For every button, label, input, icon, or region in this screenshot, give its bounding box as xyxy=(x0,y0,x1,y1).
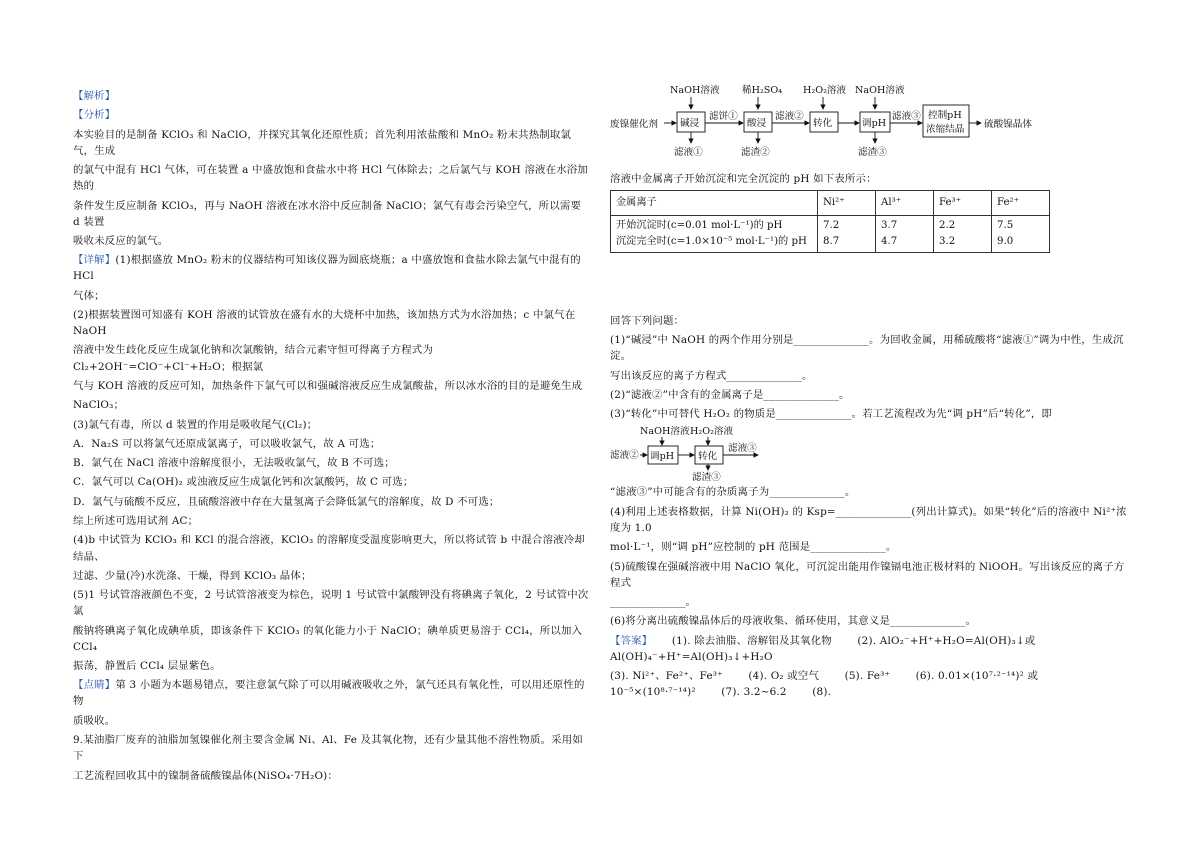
paragraph-line xyxy=(73,513,590,529)
paragraph-line xyxy=(73,342,590,374)
table-cell: 2.2 3.2 xyxy=(934,216,992,253)
table-header-cell: Fe³⁺ xyxy=(934,191,992,216)
paragraph-line xyxy=(73,658,590,674)
mid-product-label: 滤饼① xyxy=(709,111,738,122)
step-box: 转化 xyxy=(813,118,833,129)
answer-item: (7). 3.2~6.2 xyxy=(721,686,787,699)
question-4b: mol·L⁻¹，则“调 pH”应控制的 pH 范围是______________。 xyxy=(610,541,897,554)
paragraph-line xyxy=(73,732,590,764)
paragraph-line xyxy=(73,417,590,433)
answer-item: (1). 除去油脂、溶解铝及其氧化物 xyxy=(671,634,832,647)
table-row xyxy=(611,216,1050,253)
question-4a: (4)利用上述表格数据，计算 Ni(OH)₂ 的 Ksp=______________(列出计算式)。如果“转化”后的溶液中 Ni²⁺浓度为 1.0 xyxy=(610,505,1127,534)
paragraph-line xyxy=(73,568,590,584)
table-header-row xyxy=(611,191,1050,216)
mid-product-label: 滤液③ xyxy=(892,111,921,122)
paragraph-text: NaClO₃； xyxy=(73,399,125,412)
answer-item: (6). 0.01×(10⁷·²⁻¹⁴)² 或10⁻⁵×(10⁸·⁷⁻¹⁴)² xyxy=(610,670,1039,699)
paragraph-line xyxy=(73,252,590,284)
paragraph-text: (1)根据盛放 MnO₂ 粉末的仪器结构可知该仪器为圆底烧瓶；a 中盛放饱和食盐水除去氯气中混有的 HCl xyxy=(73,254,581,283)
paragraph-line xyxy=(73,378,590,394)
paragraph-line xyxy=(73,436,590,452)
table-row-label xyxy=(611,216,818,253)
paragraph-text: 质吸收。 xyxy=(73,714,116,727)
paragraph-text: 条件发生反应制备 KClO₃，再与 NaOH 溶液在冰水浴中反应制备 NaClO；氯气有毒会污染空气，所以需要 d 装置 xyxy=(73,199,582,228)
paragraph-text: C．氯气可以 Ca(OH)₂ 或浊液反应生成氯化钙和次氯酸钙，故 C 可选； xyxy=(73,476,414,489)
paragraph-line xyxy=(73,288,590,304)
answer-item: (8). xyxy=(812,686,832,699)
question-3b: “滤液③”中可能含有的杂质离子为______________。 xyxy=(610,486,856,499)
answer-item: (5). Fe³⁺ xyxy=(844,670,891,682)
question-1a: (1)“碱浸”中 NaOH 的两个作用分别是______________。为回收金属，用稀硫酸将“滤液①”调为中性，生成沉淀。 xyxy=(610,334,1124,363)
question-5b: ______________。 xyxy=(610,595,697,608)
right-column xyxy=(610,85,1130,703)
paragraph-text: 酸钠将碘离子氧化成碘单质，即该条件下 KClO₃ 的氧化能力小于 NaClO；碘单质更易溶于 CCl₄，所以加入 CCl₄ xyxy=(73,624,583,653)
table-header-cell: 金属离子 xyxy=(611,191,818,216)
reagent-label: NaOH溶液 xyxy=(640,426,690,438)
process-flowchart xyxy=(610,83,1130,171)
paragraph-line xyxy=(73,198,590,230)
paragraph-line xyxy=(73,307,590,339)
paragraph-line xyxy=(73,587,590,619)
answer-item: (3). Ni²⁺、Fe²⁺、Fe³⁺ xyxy=(610,670,723,682)
reagent-label: H₂O₂溶液 xyxy=(690,426,734,438)
table-intro: 溶液中金属离子开始沉淀和完全沉淀的 pH 如下表所示： xyxy=(610,173,877,185)
paragraph-line xyxy=(73,127,590,159)
row-label-complete: 沉淀完全时(c=1.0×10⁻⁵ mol·L⁻¹)的 pH xyxy=(616,235,807,247)
ph-table xyxy=(610,190,1050,252)
question-5a: (5)硫酸镍在强碱溶液中用 NaClO 氧化，可沉淀出能用作镍镉电池正极材料的 NiOOH。写出该反应的离子方程式 xyxy=(610,560,1125,589)
reagent-label: NaOH溶液 xyxy=(670,85,720,96)
paragraph-text: 吸收未反应的氯气。 xyxy=(73,234,169,247)
paragraph-line xyxy=(73,677,590,709)
reagent-label: NaOH溶液 xyxy=(855,85,905,96)
row-label-start: 开始沉淀时(c=0.01 mol·L⁻¹)的 pH xyxy=(616,220,783,232)
answer-item: (2). AlO₂⁻+H⁺+H₂O=Al(OH)₃↓或 Al(OH)₄⁻+H⁺=Al(OH)₃↓+H₂O xyxy=(610,634,1036,663)
table-cell: 7.5 9.0 xyxy=(992,216,1050,253)
table-cell: 7.2 8.7 xyxy=(818,216,876,253)
paragraph-line xyxy=(73,474,590,490)
section-tag: 【解析】 xyxy=(73,90,116,102)
waste-label: 滤渣③ xyxy=(692,472,721,482)
question-2: (2)“滤液②”中含有的金属离子是______________。 xyxy=(610,388,850,401)
waste-label: 滤渣③ xyxy=(858,147,887,158)
question-1b: 写出该反应的离子方程式______________。 xyxy=(610,369,813,382)
paragraph-text: 振荡，静置后 CCl₄ 层显紫色。 xyxy=(73,660,221,672)
paragraph-text: (4)b 中试管为 KClO₃ 和 KCl 的混合溶液，KClO₃ 的溶解度受温度影响更大，所以将试管 b 中混合溶液冷却结晶、 xyxy=(73,534,585,563)
paragraph-line xyxy=(73,623,590,655)
paragraph-line xyxy=(73,233,590,249)
paragraph-line xyxy=(73,713,590,729)
paragraph-text: 溶液中发生歧化反应生成氯化钠和次氯酸钠，结合元素守恒可得离子方程式为 Cl₂+2OH⁻=ClO⁻+Cl⁻+H₂O；根据氯 xyxy=(73,344,434,373)
paragraph-text: (5)1 号试管溶液颜色不变，2 号试管溶液变为棕色，说明 1 号试管中氯酸钾没有将碘离子氧化，2 号试管中次氯 xyxy=(73,589,589,618)
table-cell: 3.7 4.7 xyxy=(876,216,934,253)
flow-start-label: 废镍催化剂 xyxy=(610,119,658,130)
paragraph-text: 过滤、少量(冷)水洗涤、干燥，得到 KClO₃ 晶体； xyxy=(73,569,312,582)
answer-tag: 【答案】 xyxy=(610,634,653,647)
question-intro: 回答下列问题： xyxy=(610,314,685,327)
paragraph-line xyxy=(73,107,590,123)
paragraph-text: 气体； xyxy=(73,289,105,302)
step-box: 碱浸 xyxy=(680,118,700,129)
step-box: 酸浸 xyxy=(747,118,767,129)
step-box: 调pH xyxy=(862,118,887,129)
paragraph-line xyxy=(73,532,590,564)
paragraph-text: (3)氯气有毒，所以 d 装置的作用是吸收尾气(Cl₂)； xyxy=(73,418,318,431)
step-box: 调pH xyxy=(650,451,675,463)
paragraph-text: B．氯气在 NaCl 溶液中溶解度很小，无法吸收氯气，故 B 不可选； xyxy=(73,457,395,470)
flow-product-label: 滤液③ xyxy=(728,443,757,455)
step-box: 转化 xyxy=(698,451,718,463)
step-box-line1: 控制pH xyxy=(928,110,962,121)
answer-row-2 xyxy=(610,668,1130,700)
flow-product-label: 硫酸镍晶体 xyxy=(984,119,1032,130)
paragraph-line xyxy=(73,397,590,413)
answer-row-1 xyxy=(610,633,1130,665)
table-header-cell: Fe²⁺ xyxy=(992,191,1050,216)
paragraph-text: D．氯气与硫酸不反应，且硫酸溶液中存在大量氢离子会降低氯气的溶解度，故 D 不可选； xyxy=(73,495,500,508)
paragraph-text: 本实验目的是制备 KClO₃ 和 NaClO，并探究其氧化还原性质；首先利用浓盐酸和 MnO₂ 粉末共热制取氯气，生成 xyxy=(73,128,572,157)
waste-label: 滤液① xyxy=(674,147,703,158)
flow-start-label: 滤液② xyxy=(610,450,639,462)
reagent-label: H₂O₂溶液 xyxy=(803,85,847,96)
paragraph-line xyxy=(73,768,590,784)
table-header-cell: Ni²⁺ xyxy=(818,191,876,216)
section-tag: 【详解】 xyxy=(73,254,116,267)
step-box-line2: 浓缩结晶 xyxy=(926,124,965,135)
answer-item: (4). O₂ 或空气 xyxy=(748,670,820,682)
left-column xyxy=(73,88,590,787)
paragraph-text: 第 3 小题为本题易错点，要注意氯气除了可以用碱液吸收之外，氯气还具有氧化性，可以用还原性的物 xyxy=(73,679,585,708)
reagent-label: 稀H₂SO₄ xyxy=(742,85,783,96)
table-header-cell: Al³⁺ xyxy=(876,191,934,216)
section-tag: 【点睛】 xyxy=(73,679,116,692)
question-6: (6)将分离出硫酸镍晶体后的母液收集、循环使用，其意义是______________。 xyxy=(610,615,977,628)
paragraph-text: 工艺流程回收其中的镍制备硫酸镍晶体(NiSO₄·7H₂O)： xyxy=(73,769,339,782)
paragraph-line xyxy=(73,494,590,510)
alt-flowchart xyxy=(610,425,870,481)
paragraph-text: 9.某油脂厂废弃的油脂加氢镍催化剂主要含金属 Ni、Al、Fe 及其氧化物，还有少量其他不溶性物质。采用如下 xyxy=(73,734,583,763)
paragraph-text: 综上所述可选用试剂 AC； xyxy=(73,515,199,528)
mid-product-label: 滤液② xyxy=(775,111,804,122)
section-tag: 【分析】 xyxy=(73,109,116,122)
waste-label: 滤渣② xyxy=(741,147,770,158)
paragraph-line xyxy=(73,455,590,471)
paragraph-text: 气与 KOH 溶液的反应可知，加热条件下氯气可以和强碱溶液反应生成氯酸盐，所以冰水浴的目的是避免生成 xyxy=(73,379,583,392)
paragraph-line xyxy=(73,162,590,194)
paragraph-line xyxy=(73,88,590,104)
paragraph-text: 的氯气中混有 HCl 气体，可在装置 a 中盛放饱和食盐水中将 HCl 气体除去；之后氯气与 KOH 溶液在水浴加热的 xyxy=(73,164,588,193)
paragraph-text: A．Na₂S 可以将氯气还原成氯离子，可以吸收氯气，故 A 可选； xyxy=(73,437,381,450)
question-3: (3)“转化”中可替代 H₂O₂ 的物质是______________。若工艺流程改为先“调 pH”后“转化”，即 xyxy=(610,408,1053,421)
paragraph-text: (2)根据装置图可知盛有 KOH 溶液的试管放在盛有水的大烧杯中加热，该加热方式为水浴加热；c 中氯气在 NaOH xyxy=(73,309,576,338)
